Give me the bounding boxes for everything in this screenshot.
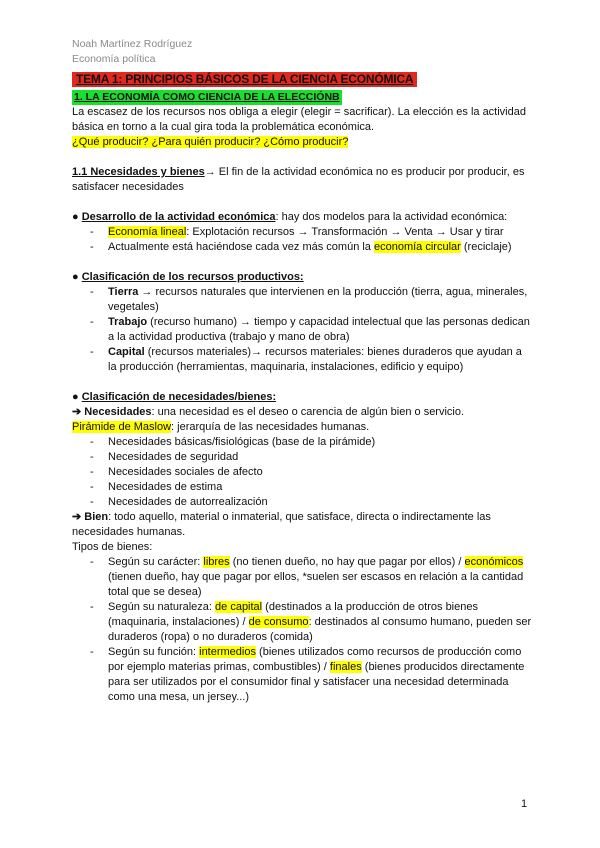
intro-paragraph: La escasez de los recursos nos obliga a elegir (elegir = sacrificar). La elección es la actividad básica en torno a la cual gira toda la problemática económica. — [72, 106, 526, 133]
bullet-icon: ● — [72, 271, 82, 283]
list-item — [90, 555, 532, 600]
development-heading — [72, 210, 532, 225]
maslow-list — [72, 435, 532, 510]
document-title: TEMA 1: PRINCIPIOS BÁSICOS DE LA CIENCIA ECONÓMICA — [72, 72, 417, 87]
development-text: : hay dos modelos para la actividad económica: — [275, 211, 508, 223]
goods-types-list — [72, 555, 532, 705]
list-item: - Necesidades de seguridad — [90, 450, 532, 465]
list-item: - Necesidades básicas/fisiológicas (base de la pirámide) — [90, 435, 532, 450]
resources-list — [72, 285, 532, 375]
item-text: (bienes producidos directamente para ser utilizados por el consumidor final y satisfacer una necesidad determinada como una mesa, un jersey...) — [108, 661, 525, 703]
definition-text: : todo aquello, material o inmaterial, que satisface, directa o indirectamente las necesidades humanas. — [72, 511, 491, 538]
highlight-term: economía circular — [373, 241, 461, 253]
item-text: : destinados al consumo humano, pueden ser duraderos (ropa) o no duraderos (comida) — [108, 616, 532, 643]
development-list — [72, 225, 532, 255]
definition-text: : una necesidad es el deseo o carencia de algún bien o servicio. — [151, 406, 465, 418]
subsection-title: 1.1 Necesidades y bienes — [72, 166, 205, 178]
item-text: (destinados a la producción de otros bienes (maquinaria, instalaciones) / — [108, 601, 478, 628]
subsection-needs-goods — [72, 165, 532, 195]
term: Tierra — [108, 286, 139, 298]
item-text: (tienen dueño, hay que pagar por ellos, *suelen ser escasos en relación a la cantidad total que se desea) — [108, 571, 524, 598]
arrow-icon: ➔ — [72, 406, 85, 418]
highlight-term: intermedios — [199, 646, 256, 658]
item-text: (recurso humano) → tiempo y capacidad intelectual que las personas dedican a la actividad productiva (trabajo y mano de obra) — [108, 316, 530, 343]
item-text: : Explotación recursos → Transformación → Venta → Usar y tirar — [186, 226, 504, 238]
header-subject: Economía política — [72, 53, 156, 65]
maslow-line — [72, 420, 532, 435]
list-item: - Necesidades sociales de afecto — [90, 465, 532, 480]
subsection-text: → El fin de la actividad económica no es producir por producir, es satisfacer necesidades — [72, 166, 525, 193]
list-item — [90, 600, 532, 645]
highlight-term: económicos — [464, 556, 524, 568]
highlight-term: de capital — [215, 601, 263, 613]
highlight-term: de consumo — [248, 616, 309, 628]
item-text: (recursos materiales)→ recursos materiales: bienes duraderos que ayudan a la producción (herramientas, maquinaria, instalaciones, edificio y equipo) — [108, 346, 522, 373]
bullet-icon: ● — [72, 391, 82, 403]
item-text: Según su carácter: — [108, 556, 204, 568]
item-text: → recursos naturales que intervienen en la producción (tierra, agua, minerales, vegetales) — [108, 286, 528, 313]
page-number: 1 — [521, 798, 528, 810]
item-text: Según su función: — [108, 646, 200, 658]
term: Necesidades — [84, 406, 152, 418]
good-definition — [72, 510, 532, 540]
highlight-term: libres — [203, 556, 230, 568]
needs-definition — [72, 405, 532, 420]
needs-title: Clasificación de necesidades/bienes: — [81, 391, 277, 403]
bullet-icon: ● — [72, 211, 82, 223]
arrow-icon: ➔ — [72, 511, 85, 523]
list-item — [90, 345, 532, 375]
list-item — [90, 315, 532, 345]
highlight-term: Pirámide de Maslow — [72, 421, 172, 433]
resources-title: Clasificación de los recursos productivos: — [81, 271, 304, 283]
goods-types-label: Tipos de bienes: — [72, 541, 153, 553]
list-item — [90, 225, 532, 240]
list-item — [90, 240, 532, 255]
highlight-term: finales — [329, 661, 362, 673]
term: Trabajo — [108, 316, 148, 328]
term: Bien — [84, 511, 109, 523]
list-item — [90, 645, 532, 705]
section-heading: 1. LA ECONOMÍA COMO CIENCIA DE LA ELECCIÓNB — [74, 91, 340, 103]
item-text: (reciclaje) — [460, 241, 512, 253]
term: Capital — [108, 346, 145, 358]
header-author: Noah Martínez Rodríguez — [72, 38, 193, 50]
resources-heading — [72, 270, 532, 285]
item-text: (no tienen dueño, no hay que pagar por ellos) / — [229, 556, 465, 568]
item-text: Según su naturaleza: — [108, 601, 216, 613]
maslow-text: : jerarquía de las necesidades humanas. — [171, 421, 370, 433]
needs-heading — [72, 390, 532, 405]
list-item: - Necesidades de autorrealización — [90, 495, 532, 510]
item-text: (bienes utilizados como recursos de producción como por ejemplo materias primas, combustibles) / — [108, 646, 522, 673]
document-body — [72, 72, 532, 705]
list-item: - Necesidades de estima — [90, 480, 532, 495]
list-item — [90, 285, 532, 315]
highlight-term: Economía lineal — [108, 226, 187, 238]
item-text: Actualmente está haciéndose cada vez más común la — [108, 241, 374, 253]
development-title: Desarrollo de la actividad económica — [81, 211, 276, 223]
key-questions: ¿Qué producir? ¿Para quién producir? ¿Cómo producir? — [72, 136, 349, 148]
